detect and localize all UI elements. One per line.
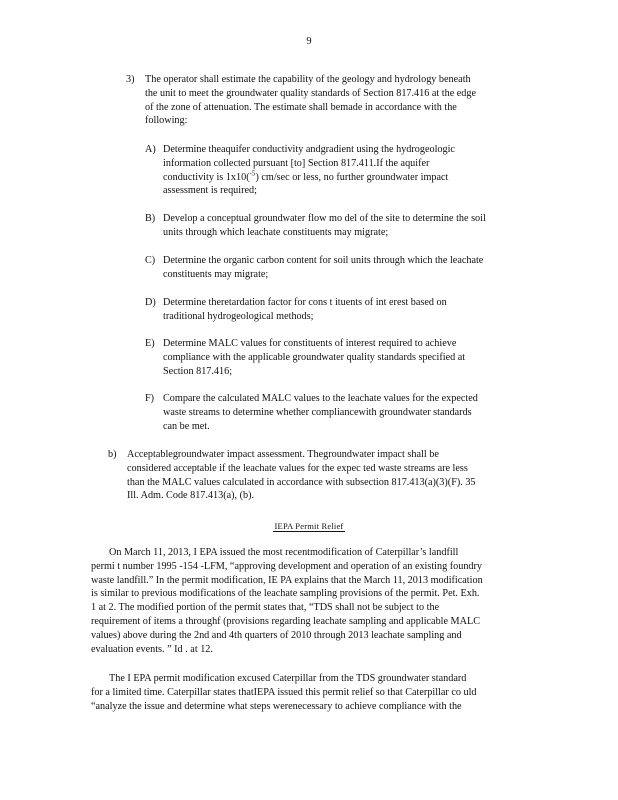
text-line: the unit to meet the groundwater quality standards of Section 817.416 at the edge	[145, 87, 477, 99]
text-line: Compare the calculated MALC values to the leachate values for the expected	[163, 393, 478, 404]
exponent: -5	[249, 169, 256, 178]
text-fragment: conductivity is 1x10(	[163, 171, 250, 183]
item-b-text	[127, 448, 542, 503]
text-line	[163, 171, 513, 185]
text-line: Acceptablegroundwater impact assessment. Thegroundwater impact shall be	[127, 449, 439, 460]
subitem-b-text	[163, 212, 543, 240]
text-line: assessment is required;	[163, 185, 257, 197]
section-heading	[0, 520, 618, 532]
item-3-text	[145, 73, 517, 128]
page-number: 9	[306, 36, 312, 47]
text-line: Develop a conceptual groundwater flow mo del of the site to determine the soil	[163, 213, 486, 224]
text-line: compliance with the applicable groundwater quality standards specified at	[163, 351, 466, 363]
text-line: than the MALC values calculated in accordance with subsection 817.413(a)(3)(F). 35	[127, 476, 476, 488]
item-3-label: 3)	[126, 74, 135, 85]
subitem-b-label: B)	[145, 213, 156, 224]
text-line: for a limited time. Caterpillar states thatIEPA issued this permit relief so that Caterpillar co uld	[91, 686, 477, 698]
subitem-c-text	[163, 254, 543, 282]
text-line: evaluation events. ” Id . at 12.	[91, 643, 213, 655]
text-line: On March 11, 2013, I EPA issued the most recentmodification of Caterpillar’s landfill	[109, 547, 459, 558]
text-line: Section 817.416;	[163, 365, 233, 377]
subitem-d-text	[163, 296, 503, 324]
text-line: of the zone of attenuation. The estimate shall bemade in accordance with the	[145, 101, 457, 113]
subitem-f-label: F)	[145, 393, 155, 404]
section-heading-text: IEPA Permit Relief	[274, 521, 344, 531]
text-line: permi t number 1995 -154 -LFM, “approving development and operation of an existing foundry	[91, 560, 483, 572]
paragraph-1	[91, 546, 523, 656]
text-line: information collected pursuant [to] Section 817.411.If the aquifer	[163, 157, 430, 169]
text-line: waste streams to determine whether compliancewith groundwater standards	[163, 406, 472, 418]
text-line: Determine theaquifer conductivity andgradient using the hydrogeologic	[163, 144, 455, 155]
paragraph-2	[91, 672, 523, 713]
text-line: waste landfill.” In the permit modification, IE PA explains that the March 11, 2013 modification	[91, 574, 483, 586]
text-line: 1 at 2. The modified portion of the permit states that, “TDS shall not be subject to the	[91, 602, 440, 614]
text-line: following:	[145, 115, 188, 127]
subitem-f-text	[163, 392, 543, 433]
text-line: requirement of items a throughf (provisions regarding leachate sampling and applicable MALC	[91, 615, 480, 627]
text-line: The operator shall estimate the capability of the geology and hydrology beneath	[145, 74, 471, 85]
text-line: considered acceptable if the leachate values for the expec ted waste streams are less	[127, 462, 468, 474]
text-line: can be met.	[163, 420, 210, 432]
subitem-c-label: C)	[145, 255, 156, 266]
text-line: traditional hydrogeological methods;	[163, 310, 314, 322]
subitem-d-label: D)	[145, 297, 156, 308]
subitem-a-text	[163, 143, 513, 198]
text-line: values) above during the 2nd and 4th quarters of 2010 through 2013 leachate sampling and	[91, 629, 462, 641]
text-line: is similar to previous modifications of the leachate sampling provisions of the permit. Pet. Exh.	[91, 588, 480, 600]
text-line: Determine theretardation factor for cons t ituents of int erest based on	[163, 297, 447, 308]
text-line: units through which leachate constituents may migrate;	[163, 226, 389, 238]
subitem-e-label: E)	[145, 338, 155, 349]
subitem-e-text	[163, 337, 523, 378]
text-line: Ill. Adm. Code 817.413(a), (b).	[127, 490, 255, 502]
text-line: Determine the organic carbon content for soil units through which the leachate	[163, 255, 484, 266]
text-line: “analyze the issue and determine what steps werenecessary to achieve compliance with the	[91, 700, 462, 712]
text-line: constituents may migrate;	[163, 268, 269, 280]
subitem-a-label: A)	[145, 144, 156, 155]
text-fragment: ) cm/sec or less, no further groundwater impact	[255, 171, 449, 183]
text-line: The I EPA permit modification excused Caterpillar from the TDS groundwater standard	[109, 673, 467, 684]
item-b-label: b)	[108, 449, 117, 460]
text-line: Determine MALC values for constituents of interest required to achieve	[163, 338, 457, 349]
